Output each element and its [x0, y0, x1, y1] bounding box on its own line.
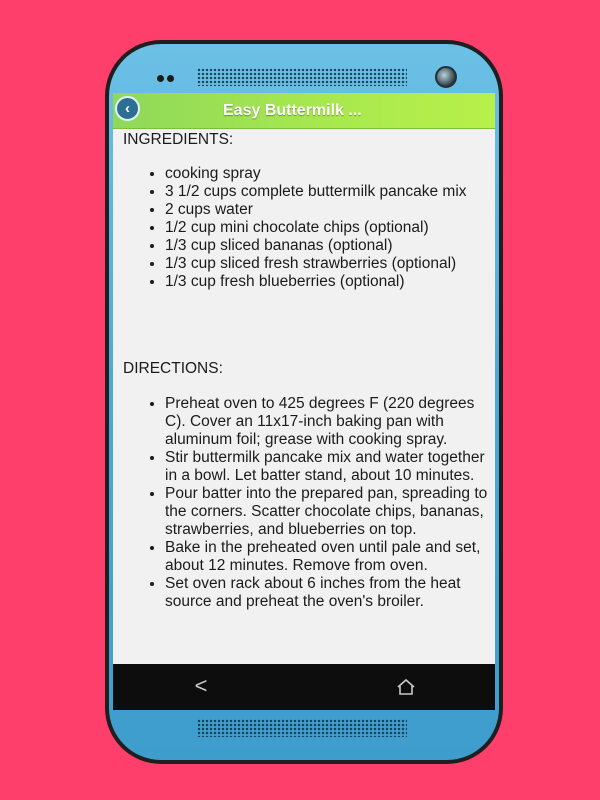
chevron-left-icon[interactable]: ‹	[115, 96, 140, 121]
list-item: • Preheat oven to 425 degrees F (220 degrees C). Cover an 11x17-inch baking pan with aluminum foil; grease with cooking spray.	[165, 395, 489, 449]
page-title: Easy Buttermilk ...	[223, 102, 362, 119]
list-item: • Set oven rack about 6 inches from the heat source and preheat the oven's broiler.	[165, 575, 489, 611]
app-header	[113, 93, 495, 129]
sensor-dot	[167, 75, 174, 82]
list-item: • 1/2 cup mini chocolate chips (optional)	[165, 219, 489, 237]
sensor-dot	[157, 75, 164, 82]
list-item: • cooking spray	[165, 165, 489, 183]
list-item: • 1/3 cup sliced fresh strawberries (optional)	[165, 255, 489, 273]
recipe-content[interactable]	[113, 129, 495, 664]
list-item: • Pour batter into the prepared pan, spreading to the corners. Scatter chocolate chips, bananas, strawberries, and blueberries on top.	[165, 485, 489, 539]
list-item: • 2 cups water	[165, 201, 489, 219]
directions-heading: DIRECTIONS:	[123, 360, 223, 377]
app-screen	[113, 93, 495, 710]
list-item: • 3 1/2 cups complete buttermilk pancake mix	[165, 183, 489, 201]
earpiece-speaker	[197, 68, 407, 86]
front-camera	[435, 66, 457, 88]
home-icon[interactable]	[395, 676, 417, 698]
ingredients-heading: INGREDIENTS:	[123, 131, 234, 148]
list-item: • 1/3 cup sliced bananas (optional)	[165, 237, 489, 255]
list-item: • Bake in the preheated oven until pale and set, about 12 minutes. Remove from oven.	[165, 539, 489, 575]
directions-list	[165, 395, 489, 611]
back-triangle-icon[interactable]: <	[194, 673, 208, 698]
bottom-speaker	[197, 719, 407, 737]
list-item: • 1/3 cup fresh blueberries (optional)	[165, 273, 489, 291]
list-item: • Stir buttermilk pancake mix and water together in a bowl. Let batter stand, about 10 minutes.	[165, 449, 489, 485]
android-nav-bar	[113, 664, 495, 710]
ingredients-list	[165, 165, 489, 291]
